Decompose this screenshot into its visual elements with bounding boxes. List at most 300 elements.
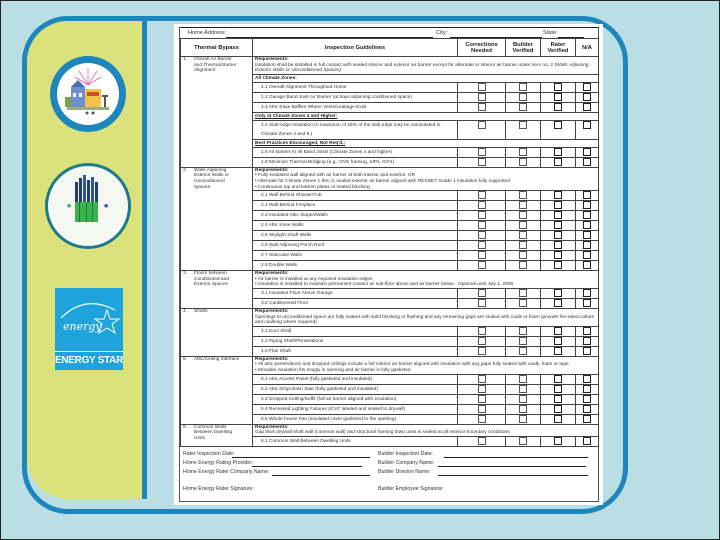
builder-cell [506,191,541,201]
item-1-3-corrections-checkbox[interactable] [478,103,486,111]
requirement-bullet-text: Fully insulated wall aligned with air barrier at both interior and exterior, OR [258,173,416,179]
builder-cell [506,92,541,102]
item-5-1-rater-checkbox[interactable] [554,385,562,393]
builder-cell [506,394,541,404]
item-2-3-rater-checkbox[interactable] [554,221,562,229]
item-5-0-corrections-checkbox[interactable] [478,375,486,383]
item-1-7-builder-checkbox[interactable] [519,148,527,156]
corrections-cell [458,436,506,446]
requirements-text [255,315,596,326]
item-4-0-na-checkbox[interactable] [583,327,591,335]
item-1-5-builder-checkbox[interactable] [519,121,527,129]
header-builder-verified: Builder Verified [506,39,541,57]
rater-cell [541,326,576,336]
section-label: Overall Air Barrier and Thermal Barrier Alignment [194,57,237,74]
item-5-0-builder-checkbox[interactable] [519,375,527,383]
section-4-requirements [253,308,599,326]
builder-cell [506,261,541,271]
checklist-item-label: 1.4 Slab-edge Insulation (A maximum of 25% of the slab edge may be uninsulated in Climate Zones 4 and 5.) [253,120,458,139]
rater-company-label: Home Energy Rater Company Name: [183,468,270,475]
item-3-0-corrections-checkbox[interactable] [478,289,486,297]
item-1-2-builder-checkbox[interactable] [519,93,527,101]
checklist-item-label: 4.1 Duct Shaft [253,326,458,336]
checklist-item-label: 5.3 Dropped Ceiling/Soffit (full air barrier aligned with insulation) [253,394,458,404]
item-5-3-corrections-checkbox[interactable] [478,405,486,413]
section-label: Attic/Ceiling Interface [194,356,240,362]
checklist-item-label: 4.2 Piping Shaft/Penetrations [253,336,458,346]
section-number: 5. [183,356,188,362]
corrections-cell [458,394,506,404]
section-6-requirements [253,424,599,436]
checklist-item-label: 1.5 Air Barrier At All Band Joists (Climate Zones 4 and higher) [253,147,458,157]
na-cell [576,241,599,251]
corrections-cell [458,221,506,231]
item-2-3-builder-checkbox[interactable] [519,221,527,229]
rating-provider-field[interactable] [252,466,362,467]
address-row [180,28,598,38]
climate-group-header: All Climate Zones: [253,74,599,82]
builder-cell [506,346,541,356]
section-5-requirements [253,356,599,374]
rater-cell [541,191,576,201]
rater-cell [541,120,576,139]
corrections-cell [458,191,506,201]
item-1-8-rater-checkbox[interactable] [554,158,562,166]
builder-cell [506,404,541,414]
builder-division-label: Builder Division Name: [378,468,431,475]
item-5-3-rater-checkbox[interactable] [554,405,562,413]
corrections-cell [458,336,506,346]
checklist-item-label: 2.4 Attic Knee Walls [253,221,458,231]
requirement-bullet: • Alternate for Climate Zones 1 thru 3, sealed exterior air barrier aligned with RESNET Grade 1 insulation fully supported [255,178,510,184]
item-5-1-corrections-checkbox[interactable] [478,385,486,393]
city-field[interactable] [450,37,542,38]
section-number: 6. [183,424,188,430]
requirement-bullet: • All attic penetrations and dropped ceilings include a full interior air barrier aligned with insulation with any gaps fully sealed with caulk, foam or tape [255,362,569,368]
svg-text:★: ★ [103,202,110,210]
builder-cell [506,336,541,346]
builder-cell [506,414,541,424]
climate-group-header: Only at Climate Zones 4 and Higher: [253,112,599,120]
builder-cell [506,120,541,139]
section-label: Shafts [194,308,208,314]
item-2-0-rater-checkbox[interactable] [554,191,562,199]
requirements-text-body: Gap btwn drywall shaft wall (common wall) and structural framing btwn units is sealed at all exterior boundary conditions [255,430,510,436]
builder-cell [506,298,541,308]
table-header-row [181,39,599,57]
corrections-cell [458,374,506,384]
item-1-3-rater-checkbox[interactable] [554,103,562,111]
item-1-5-corrections-checkbox[interactable] [478,121,486,129]
rater-cell [541,147,576,157]
requirement-bullet-text: Air barrier is installed at any exposed insulation edges [257,276,373,282]
item-3-0-na-checkbox[interactable] [583,289,591,297]
rater-cell [541,82,576,92]
corrections-cell [458,288,506,298]
na-cell [576,404,599,414]
corrections-cell [458,298,506,308]
na-cell [576,261,599,271]
item-6-0-na-checkbox[interactable] [583,437,591,445]
checklist-item-label: 2.5 Skylight Shaft Walls [253,231,458,241]
section-label: Common Walls Between Dwelling Units [194,424,233,441]
checklist-item-label: 3.1 Insulated Floor Above Garage [253,288,458,298]
na-cell [576,394,599,404]
na-cell [576,191,599,201]
corrections-cell [458,241,506,251]
energy-star-label: ENERGY STAR [55,351,123,370]
section-2-requirements-row [181,167,599,190]
item-1-1-rater-checkbox[interactable] [554,83,562,91]
rater-company-field[interactable] [272,475,370,476]
requirement-bullet: • Continuous top and bottom plates or sealed blocking [255,184,370,190]
na-cell [576,231,599,241]
item-2-4-corrections-checkbox[interactable] [478,231,486,239]
item-2-3-corrections-checkbox[interactable] [478,221,486,229]
builder-cell [506,288,541,298]
section-5-requirements-row [181,356,599,374]
item-6-0-builder-checkbox[interactable] [519,437,527,445]
section-label: Floors between Conditioned and Exterior Spaces [194,271,229,288]
item-2-6-na-checkbox[interactable] [583,251,591,259]
section-3-requirements [253,271,599,289]
section-1-requirements-row [181,57,599,75]
item-2-7-corrections-checkbox[interactable] [478,261,486,269]
section-4-requirements-row [181,308,599,326]
rating-provider-label: Home Energy Rating Provider: [183,459,254,466]
item-1-5-rater-checkbox[interactable] [554,121,562,129]
item-3-0-builder-checkbox[interactable] [519,289,527,297]
item-1-2-na-checkbox[interactable] [583,93,591,101]
item-2-4-builder-checkbox[interactable] [519,231,527,239]
section-number: 1. [183,57,188,62]
home-address-field[interactable] [226,37,433,38]
rater-cell [541,251,576,261]
item-2-5-corrections-checkbox[interactable] [478,241,486,249]
rater-cell [541,384,576,394]
item-1-3-na-checkbox[interactable] [583,103,591,111]
item-5-4-builder-checkbox[interactable] [519,415,527,423]
na-cell [576,211,599,221]
corrections-cell [458,92,506,102]
checklist-item-label: 5.2 Attic Drop-down Stair (fully gasketed and insulated) [253,384,458,394]
rater-cell [541,241,576,251]
svg-text:energy: energy [63,320,102,333]
section-2-requirements [253,167,599,190]
requirement-bullet: • Movable insulation fits snugly in opening and air barrier is fully gasketed [255,367,411,373]
item-2-4-rater-checkbox[interactable] [554,231,562,239]
item-1-8-corrections-checkbox[interactable] [478,158,486,166]
item-4-2-builder-checkbox[interactable] [519,347,527,355]
state-field[interactable] [558,37,584,38]
checklist-item-label: 3.2 Cantilevered Floor [253,298,458,308]
item-1-2-corrections-checkbox[interactable] [478,93,486,101]
requirements-text [255,63,596,74]
inspection-table [180,38,599,447]
item-2-0-builder-checkbox[interactable] [519,191,527,199]
checklist-item-label: 1.2 Garage Band Joist Air Barrier (at bays adjoining conditioned space) [253,92,458,102]
section-label: Walls Adjoining Exterior Walls or Unconditioned Spaces [194,167,230,190]
rater-cell [541,336,576,346]
requirements-text-body: Openings to unconditioned space are fully sealed with solid blocking or flashing and any remaining gaps are sealed with caulk or foam (provide fire-rated collars and caulking where required) [255,314,594,326]
checklist-item-label: 1.1 Overall Alignment Throughout Home [253,82,458,92]
item-5-2-rater-checkbox[interactable] [554,395,562,403]
builder-company-field[interactable] [438,466,586,467]
na-cell [576,147,599,157]
item-2-2-na-checkbox[interactable] [583,211,591,219]
item-4-0-corrections-checkbox[interactable] [478,327,486,335]
item-1-2-rater-checkbox[interactable] [554,93,562,101]
item-2-6-builder-checkbox[interactable] [519,251,527,259]
header-rater-verified: Rater Verified [541,39,576,57]
thermal-bypass-checklist-document [174,24,603,505]
item-1-1-na-checkbox[interactable] [583,83,591,91]
corrections-cell [458,251,506,261]
item-2-5-na-checkbox[interactable] [583,241,591,249]
rater-cell [541,436,576,446]
item-2-4-na-checkbox[interactable] [583,231,591,239]
na-cell [576,102,599,112]
item-2-7-builder-checkbox[interactable] [519,261,527,269]
builder-cell [506,251,541,261]
builder-cell [506,211,541,221]
rater-cell [541,231,576,241]
item-4-2-na-checkbox[interactable] [583,347,591,355]
corrections-cell [458,211,506,221]
item-4-1-builder-checkbox[interactable] [519,337,527,345]
na-cell [576,221,599,231]
item-2-2-corrections-checkbox[interactable] [478,211,486,219]
rater-inspection-date-label: Rater Inspection Date: [183,450,235,457]
item-2-1-na-checkbox[interactable] [583,201,591,209]
rater-cell [541,221,576,231]
builder-inspection-date-label: Builder Inspection Date: [378,450,434,457]
state-label: State: [543,30,558,36]
item-4-1-corrections-checkbox[interactable] [478,337,486,345]
side-divider [142,21,147,499]
rater-cell [541,261,576,271]
section-5-label-cell [181,356,253,424]
na-cell [576,120,599,139]
item-1-7-na-checkbox[interactable] [583,148,591,156]
item-1-1-builder-checkbox[interactable] [519,83,527,91]
builder-company-label: Builder Company Name: [378,459,435,466]
item-4-1-na-checkbox[interactable] [583,337,591,345]
item-2-6-rater-checkbox[interactable] [554,251,562,259]
item-2-6-corrections-checkbox[interactable] [478,251,486,259]
na-cell [576,346,599,356]
requirements-text-body: Insulation shall be installed in full contact with sealed interior and exterior air barrier except for alternate to interior air barrier under item no. 2 [255,62,555,68]
builder-cell [506,157,541,167]
builder-cell [506,436,541,446]
rater-cell [541,414,576,424]
corrections-cell [458,102,506,112]
corrections-cell [458,201,506,211]
item-4-0-builder-checkbox[interactable] [519,327,527,335]
item-4-2-corrections-checkbox[interactable] [478,347,486,355]
section-2-label-cell [181,167,253,270]
na-cell [576,92,599,102]
item-3-1-rater-checkbox[interactable] [554,299,562,307]
rater-cell [541,346,576,356]
checklist-item-label: 4.3 Flue Shaft [253,346,458,356]
item-6-0-rater-checkbox[interactable] [554,437,562,445]
item-5-3-na-checkbox[interactable] [583,405,591,413]
corrections-cell [458,384,506,394]
na-cell [576,157,599,167]
corrections-cell [458,346,506,356]
builder-cell [506,82,541,92]
item-2-1-builder-checkbox[interactable] [519,201,527,209]
section-number: 3. [183,271,188,277]
rater-inspection-date-field[interactable] [232,457,370,458]
item-4-0-rater-checkbox[interactable] [554,327,562,335]
builder-cell [506,241,541,251]
item-2-5-builder-checkbox[interactable] [519,241,527,249]
requirement-bullet-text: Continuous top and bottom plates or sealed blocking [258,184,370,190]
cpbc-logo [50,56,126,132]
builder-cell [506,384,541,394]
svg-text:★: ★ [66,202,73,210]
item-5-1-na-checkbox[interactable] [583,385,591,393]
item-5-4-na-checkbox[interactable] [583,415,591,423]
item-2-3-na-checkbox[interactable] [583,221,591,229]
section-1-label-cell [181,57,253,168]
requirements-title: Requirements: [255,308,289,314]
requirements-title: Requirements: [255,356,289,362]
rater-cell [541,92,576,102]
item-2-0-na-checkbox[interactable] [583,191,591,199]
item-4-2-rater-checkbox[interactable] [554,347,562,355]
section-3-requirements-row [181,271,599,289]
requirements-text [255,430,596,436]
requirements-title: Requirements: [255,57,289,62]
climate-group-header: Best Practices Encouraged, Not Req'd.: [253,139,599,147]
builder-cell [506,102,541,112]
signature-block [180,447,598,525]
item-2-1-rater-checkbox[interactable] [554,201,562,209]
corrections-cell [458,326,506,336]
checklist-item-label: 2.7 Staircase Walls [253,251,458,261]
item-1-8-na-checkbox[interactable] [583,158,591,166]
na-cell [576,298,599,308]
item-2-2-builder-checkbox[interactable] [519,211,527,219]
na-cell [576,288,599,298]
checklist-item-label: 1.6 Minimize Thermal Bridging (e.g., OVE framing, SIPs, ICFs) [253,157,458,167]
item-2-0-corrections-checkbox[interactable] [478,191,486,199]
item-5-1-builder-checkbox[interactable] [519,385,527,393]
corrections-cell [458,261,506,271]
corrections-cell [458,157,506,167]
item-1-7-corrections-checkbox[interactable] [478,148,486,156]
checklist-item-label: 2.3 Insulated Attic Slopes/Walls [253,211,458,221]
section-3-label-cell [181,271,253,309]
item-5-2-na-checkbox[interactable] [583,395,591,403]
requirements-title: Requirements: [255,167,289,173]
rater-cell [541,102,576,112]
checklist-item-label: 1.3 Attic Eave Baffles Where Vents/Leakage Exist [253,102,458,112]
item-1-3-builder-checkbox[interactable] [519,103,527,111]
hud-building-icon [48,166,128,246]
item-2-7-na-checkbox[interactable] [583,261,591,269]
requirement-bullet: • Air barrier is installed at any exposed insulation edges [255,276,373,282]
item-5-4-rater-checkbox[interactable] [554,415,562,423]
item-5-2-corrections-checkbox[interactable] [478,395,486,403]
rater-cell [541,394,576,404]
item-2-2-rater-checkbox[interactable] [554,211,562,219]
checklist-item-label: 2.8 Double Walls [253,261,458,271]
requirement-bullet: • Fully insulated wall aligned with air barrier at both interior and exterior, OR [255,173,416,179]
item-5-0-rater-checkbox[interactable] [554,375,562,383]
na-cell [576,384,599,394]
header-inspection-guidelines: Inspection Guidelines [253,39,458,57]
na-cell [576,326,599,336]
section-number: 2. [183,167,188,173]
requirement-bullet: • Insulation is installed to maintain permanent contact w/ sub-floor above and air barrier below - Optional until July 1, 2008 [255,282,514,288]
item-2-7-rater-checkbox[interactable] [554,261,562,269]
na-cell [576,201,599,211]
item-5-0-na-checkbox[interactable] [583,375,591,383]
checklist-item-label: 2.6 Wall Adjoining Porch Roof [253,241,458,251]
checklist-item-label: 5.1 Attic Access Panel (fully gasketed and insulated) [253,374,458,384]
builder-cell [506,147,541,157]
requirement-bullet-text: Insulation is installed to maintain permanent contact w/ sub-floor above and air barrier below - Optional until July 1, 2008 [258,282,514,288]
item-5-3-builder-checkbox[interactable] [519,405,527,413]
corrections-cell [458,231,506,241]
checklist-item-label: 6.1 Common Wall Between Dwelling Units [253,436,458,446]
item-1-1-corrections-checkbox[interactable] [478,83,486,91]
corrections-cell [458,147,506,157]
item-5-4-corrections-checkbox[interactable] [478,415,486,423]
checklist-item-label: 2.1 Wall Behind Shower/Tub [253,191,458,201]
header-thermal-bypass: Thermal Bypass [181,39,253,57]
na-cell [576,82,599,92]
rater-cell [541,201,576,211]
builder-cell [506,201,541,211]
item-2-1-corrections-checkbox[interactable] [478,201,486,209]
na-cell [576,336,599,346]
rater-cell [541,288,576,298]
item-3-1-corrections-checkbox[interactable] [478,299,486,307]
section-1-requirements [253,57,599,75]
item-6-0-corrections-checkbox[interactable] [478,437,486,445]
na-cell [576,414,599,424]
checklist-item-label: 2.2 Wall Behind Fireplace [253,201,458,211]
section-6-label-cell [181,424,253,446]
na-cell [576,436,599,446]
corrections-cell [458,120,506,139]
requirement-bullet-text: Movable insulation fits snugly in opening and air barrier is fully gasketed [258,367,411,373]
item-3-1-na-checkbox[interactable] [583,299,591,307]
item-5-2-builder-checkbox[interactable] [519,395,527,403]
item-2-5-rater-checkbox[interactable] [554,241,562,249]
builder-division-field[interactable] [438,475,588,476]
item-1-5-na-checkbox[interactable] [583,121,591,129]
requirement-bullet-text: Alternate for Climate Zones 1 thru 3, sealed exterior air barrier aligned with RESNET Grade 1 insulation fully supported [257,178,510,184]
na-cell [576,251,599,261]
item-3-0-rater-checkbox[interactable] [554,289,562,297]
builder-cell [506,231,541,241]
header-na: N/A [576,39,599,57]
item-3-1-builder-checkbox[interactable] [519,299,527,307]
corrections-cell [458,82,506,92]
item-1-7-rater-checkbox[interactable] [554,148,562,156]
item-1-8-builder-checkbox[interactable] [519,158,527,166]
builder-inspection-date-field[interactable] [444,457,588,458]
item-4-1-rater-checkbox[interactable] [554,337,562,345]
corrections-cell [458,404,506,414]
builder-cell [506,374,541,384]
